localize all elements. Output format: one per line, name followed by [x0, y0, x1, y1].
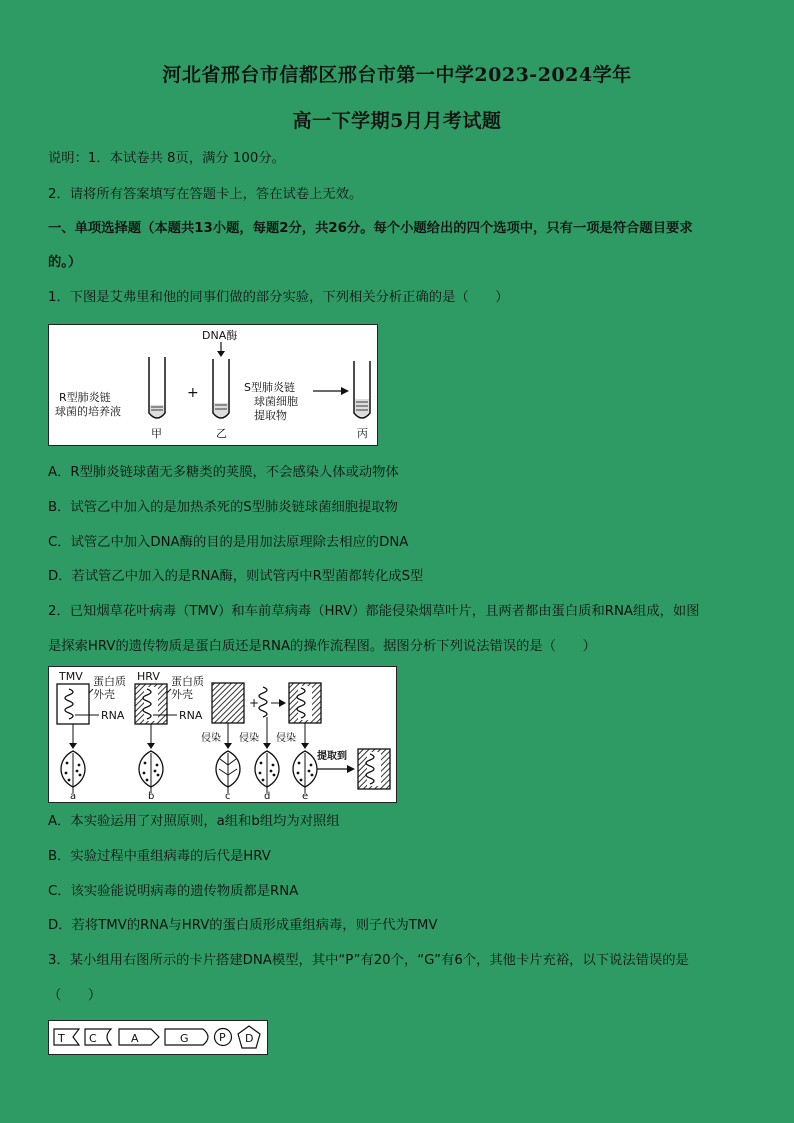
svg-text:P: P	[219, 1031, 226, 1044]
question-2-figure	[48, 666, 397, 803]
card-p	[215, 1029, 232, 1046]
hrv-rna-label: RNA	[179, 709, 203, 722]
section-heading: 一、单项选择题（本题共13小题，每题2分，共26分。每个小题给出的四个选项中，只有一项是符合题目要求	[48, 221, 693, 236]
tube-jia	[149, 357, 165, 418]
leaf-e	[293, 751, 317, 793]
card-d	[238, 1026, 260, 1048]
leaf-e-label: e	[302, 791, 309, 802]
leaf-b	[139, 751, 163, 793]
question-2-option-b: B．实验过程中重组病毒的后代是HRV	[48, 849, 271, 864]
plus-sign: +	[187, 385, 199, 401]
leaf-d	[255, 751, 279, 793]
question-2-stem-cont: 是探索HRV的遗传物质是蛋白质还是RNA的操作流程图。据图分析下列说法错误的是（ ）	[48, 639, 596, 654]
question-1-option-d: D．若试管乙中加入的是RNA酶，则试管丙中R型菌都转化成S型	[48, 569, 424, 584]
svg-text:D: D	[245, 1032, 254, 1045]
tube-yi	[213, 359, 229, 418]
r-culture-label-a: R型肺炎链	[59, 391, 111, 404]
question-2-stem: 2．已知烟草花叶病毒（TMV）和车前草病毒（HRV）都能侵染烟草叶片，且两者都由蛋白质和RNA组成，如图	[48, 604, 700, 619]
question-1-option-b: B．试管乙中加入的是加热杀死的S型肺炎链球菌细胞提取物	[48, 500, 398, 515]
tmv-protein-label-b: 外壳	[93, 688, 115, 701]
card-t	[54, 1029, 79, 1045]
hrv-protein-shell	[212, 683, 244, 723]
r-culture-label-b: 球菌的培养液	[55, 405, 121, 418]
extract-label: 提取到	[317, 751, 347, 762]
infect-label-e: 侵染	[276, 733, 296, 744]
question-2-option-a: A．本实验运用了对照原则，a组和b组均为对照组	[48, 814, 340, 829]
dna-enzyme-label: DNA酶	[202, 329, 238, 342]
tube-bing-label: 丙	[357, 427, 368, 440]
leaf-c	[216, 751, 240, 793]
tmv-label: TMV	[59, 670, 83, 683]
tube-jia-label: 甲	[151, 427, 162, 440]
svg-text:T: T	[58, 1032, 65, 1045]
question-1-option-a: A．R型肺炎链球菌无多糖类的荚膜，不会感染人体或动物体	[48, 465, 399, 480]
hrv-label: HRV	[137, 670, 160, 683]
card-g	[165, 1029, 208, 1045]
svg-text:A: A	[131, 1032, 139, 1045]
section-heading-cont: 的。）	[48, 255, 82, 270]
tube-yi-label: 乙	[216, 427, 227, 440]
infect-label-d: 侵染	[239, 733, 259, 744]
card-a	[119, 1029, 159, 1045]
instruction-note-2: 2．请将所有答案填写在答题卡上，答在试卷上无效。	[48, 187, 363, 202]
tmv-rna	[259, 687, 267, 717]
svg-text:G: G	[180, 1032, 189, 1045]
recombine-plus: +	[249, 696, 260, 710]
svg-text:C: C	[89, 1032, 97, 1045]
instruction-note-1: 说明：1．本试卷共 8页，满分 100分。	[48, 151, 285, 166]
question-1-stem: 1．下图是艾弗里和他的同事们做的部分实验，下列相关分析正确的是（ ）	[48, 290, 509, 305]
s-extract-label-c: 提取物	[254, 409, 287, 422]
question-1-figure	[48, 324, 378, 446]
s-extract-label-a: S型肺炎链	[244, 381, 295, 394]
leaf-d-label: d	[264, 791, 271, 802]
question-3-cards-figure	[48, 1020, 268, 1055]
question-2-option-d: D．若将TMV的RNA与HRV的蛋白质形成重组病毒，则子代为TMV	[48, 918, 438, 933]
paper-title-line2: 高一下学期5月月考试题	[292, 110, 502, 132]
leaf-a	[61, 751, 85, 793]
hrv-protein-label-a: 蛋白质	[171, 675, 204, 688]
hrv-protein-label-b: 外壳	[171, 688, 193, 701]
s-extract-label-b: 球菌细胞	[254, 395, 298, 408]
question-3-stem: 3．某小组用右图所示的卡片搭建DNA模型，其中“P”有20个，“G”有6个，其他卡片充裕，以下说法错误的是	[48, 953, 689, 968]
leaf-a-label: a	[70, 791, 77, 802]
infect-label-c: 侵染	[201, 733, 221, 744]
tmv-protein-label-a: 蛋白质	[93, 675, 126, 688]
leaf-c-label: c	[225, 791, 231, 802]
question-2-option-c: C．该实验能说明病毒的遗传物质都是RNA	[48, 884, 299, 899]
question-3-stem-cont: （ ）	[48, 988, 102, 1003]
card-c	[85, 1029, 111, 1045]
tmv-rna-label: RNA	[101, 709, 125, 722]
leaf-b-label: b	[148, 791, 155, 802]
paper-title-line1: 河北省邢台市信都区邢台市第一中学2023-2024学年	[162, 64, 632, 86]
question-1-option-c: C．试管乙中加入DNA酶的目的是用加法原理除去相应的DNA	[48, 535, 409, 550]
tube-bing	[354, 361, 370, 418]
